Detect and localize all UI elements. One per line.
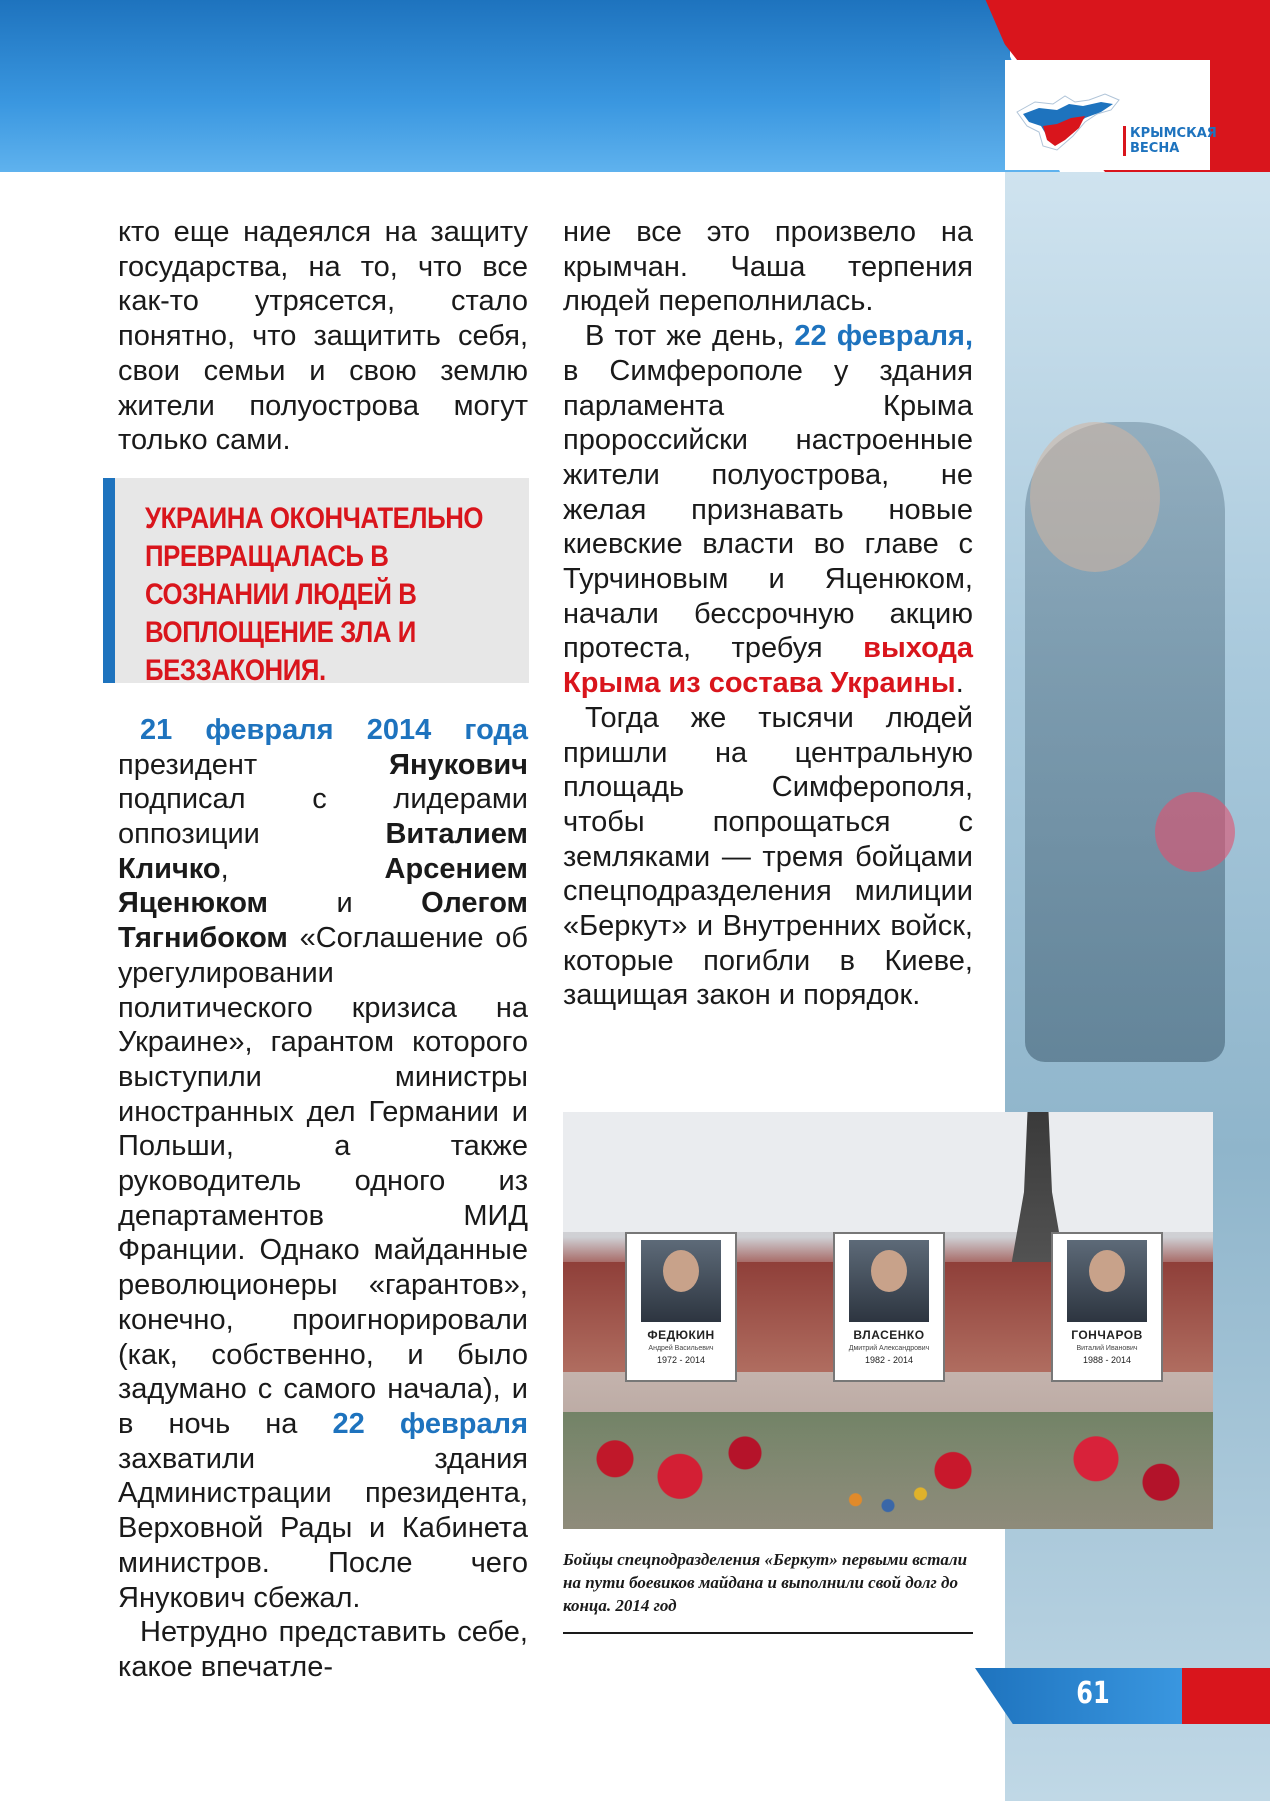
date-highlight-2: 22 февраля (332, 1407, 528, 1440)
left-column (118, 215, 528, 1685)
right-paragraph-2: В тот же день, 22 февраля, в Симферополе у здания парламента Крыма пророссийски настроенные жители полуострова, не желая признавать новые киевские власти во главе с Турчиновым и Яценюком, начали бессрочную акцию протеста, требуя выхода Крыма из состава Украины. (563, 320, 973, 700)
memorial-portrait (1051, 1232, 1163, 1382)
pull-quote-text: УКРАИНА ОКОНЧАТЕЛЬНО ПРЕВРАЩАЛАСЬ В СОЗНАНИИ ЛЮДЕЙ В ВОПЛОЩЕНИЕ ЗЛА И БЕЗЗАКОНИЯ. (145, 502, 484, 687)
portrait-name: ФЕДЮКИН (647, 1328, 715, 1342)
right-paragraph-1: ние все это произвело на крымчан. Чаша терпения людей переполнилась. (563, 216, 973, 318)
crimean-spring-logo (1005, 60, 1217, 170)
logo-text (1123, 126, 1217, 156)
left-paragraph-2: 21 февраля 2014 года президент Янукович подписал с лидерами оппозиции Виталием Кличко, Арсением Яценюком и Олегом Тягнибоком «Соглашение об урегулировании политического кризиса на Украине», гарантом которого выступили министры иностранных дел Германии и Польши, а также руководитель одного из департаментов МИД Франции. Однако майданные революционеры «гарантов», конечно, проигнорировали (как, собственно, и было задумано с самого начала), и в ночь на 22 февраля захватили здания Администрации президента, Верховной Рады и Кабинета министров. После чего Янукович сбежал. (118, 713, 528, 1614)
portrait-years: 1988 - 2014 (1082, 1355, 1132, 1365)
name-yatsenyuk: Арсением Яценюком (118, 852, 528, 920)
portrait-photo (1067, 1240, 1147, 1322)
date-highlight-3: 22 февраля, (794, 320, 973, 353)
right-paragraph-3: Тогда же тысячи людей пришли на центральную площадь Симферополя, чтобы попрощаться с земляками — тремя бойцами спецподразделения милиции «Беркут» и Внутренних войск, которые погибли в Киеве, защищая закон и порядок. (563, 701, 973, 1012)
logo-line2: ВЕСНА (1130, 141, 1180, 156)
portrait-name: ВЛАСЕНКО (853, 1328, 925, 1342)
portrait-years: 1982 - 2014 (864, 1355, 914, 1365)
carnation-flowers (1155, 792, 1235, 872)
memorial-portrait (833, 1232, 945, 1382)
left-paragraph-3: Нетрудно представить себе, какое впечатле- (118, 1616, 528, 1683)
header-band (0, 0, 1010, 172)
side-background-photo (1005, 172, 1270, 1801)
portrait-name: ГОНЧАРОВ (1071, 1328, 1143, 1342)
portrait-photo (849, 1240, 929, 1322)
photo-caption: Бойцы спецподразделения «Беркут» первыми встали на пути боевиков майдана и выполнили свой долг до конца. 2014 год (563, 1550, 968, 1615)
name-tyagnibok: Олегом Тягнибоком (118, 887, 528, 955)
flowers-and-candles (563, 1412, 1213, 1529)
pull-quote-box (103, 478, 529, 687)
page-number: 61 (1076, 1676, 1110, 1711)
photo-sky (563, 1112, 1213, 1232)
soldier-head (1030, 422, 1160, 572)
right-column (563, 215, 973, 1013)
caption-divider (563, 1632, 973, 1634)
footer-red-tab (1182, 1668, 1270, 1724)
portrait-photo (641, 1240, 721, 1322)
portrait-subname: Дмитрий Александрович (848, 1345, 930, 1352)
name-klichko: Виталием Кличко (118, 818, 528, 885)
crimea-map-icon (1013, 74, 1123, 159)
portrait-subname: Виталий Иванович (1076, 1345, 1138, 1352)
date-highlight: 21 февраля 2014 года (140, 713, 528, 746)
portrait-years: 1972 - 2014 (656, 1355, 706, 1365)
left-paragraph-1: кто еще надеялся на защиту государства, на то, что все как-то утрясется, стало понятно, что защитить себя, свои семьи и свою землю жители полуострова могут только сами. (118, 216, 528, 457)
demand-highlight: выхода Крыма из состава Украины (563, 632, 973, 700)
name-yanukovich: Янукович (389, 748, 528, 781)
memorial-portrait (625, 1232, 737, 1382)
logo-line1: КРЫМСКАЯ (1130, 126, 1217, 141)
memorial-photo (563, 1112, 1213, 1529)
portrait-subname: Андрей Васильевич (648, 1345, 714, 1352)
